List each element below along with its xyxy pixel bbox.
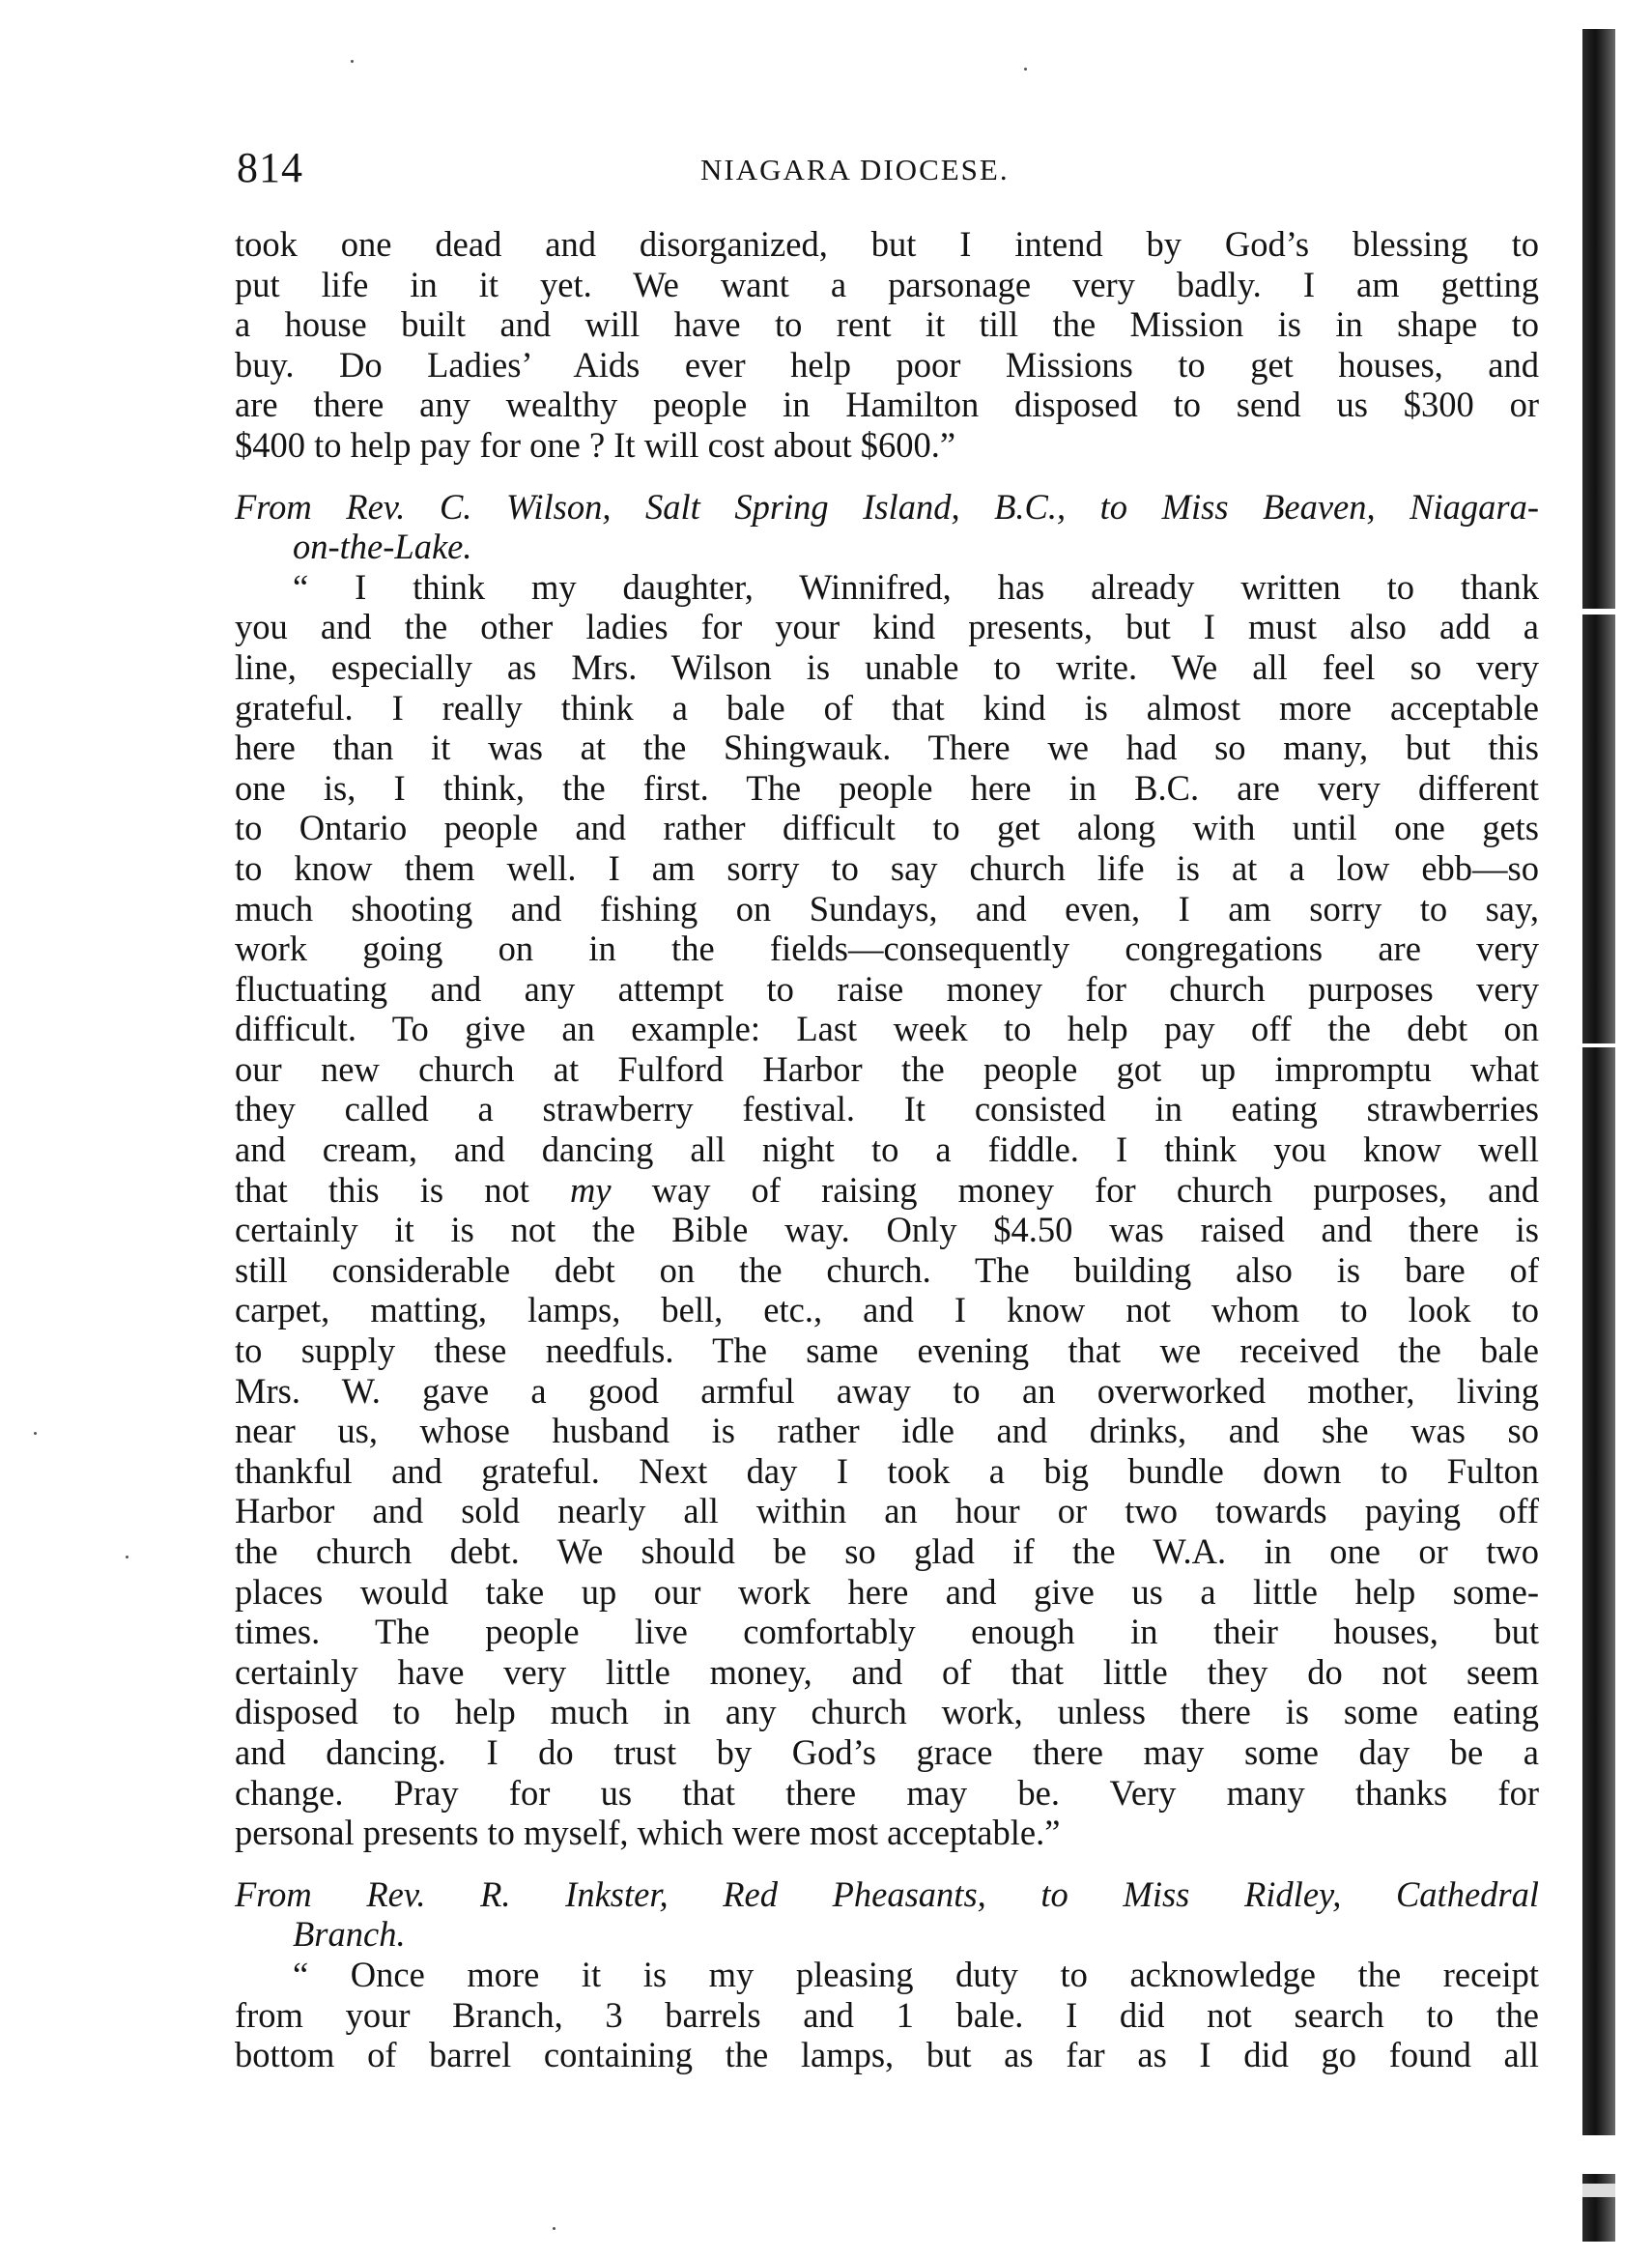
dust-speck bbox=[126, 1556, 128, 1558]
text-line: difficult. To give an example: Last week to help pay off the debt on bbox=[235, 1009, 1539, 1049]
text-line: buy. Do Ladies’ Aids ever help poor Missions to get houses, and bbox=[235, 344, 1539, 385]
paragraph-continued bbox=[235, 224, 1539, 466]
letter-heading: From Rev. C. Wilson, Salt Spring Island, B.C., to Miss Beaven, Niagara- bbox=[235, 486, 1539, 527]
text-line: near us, whose husband is rather idle and drinks, and she was so bbox=[235, 1411, 1539, 1451]
running-header bbox=[237, 143, 1541, 201]
text-line: certainly have very little money, and of that little they do not seem bbox=[235, 1651, 1539, 1692]
text-line: much shooting and fishing on Sundays, and even, I am sorry to say, bbox=[235, 888, 1539, 929]
text-line: you and the other ladies for your kind presents, but I must also add a bbox=[235, 607, 1539, 647]
page-number: 814 bbox=[237, 144, 303, 191]
letter-heading: Branch. bbox=[293, 1914, 406, 1955]
text-line: disposed to help much in any church work, unless there is some eating bbox=[235, 1692, 1539, 1732]
text-line: grateful. I really think a bale of that kind is almost more acceptable bbox=[235, 687, 1539, 728]
text-line: Harbor and sold nearly all within an hour or two towards paying off bbox=[235, 1491, 1539, 1531]
text-line: here than it was at the Shingwauk. There we had so many, but this bbox=[235, 728, 1539, 768]
page-binding-edge bbox=[1582, 29, 1615, 2242]
text-line: personal presents to myself, which were most acceptable.” bbox=[235, 1813, 1061, 1853]
text-line: the church debt. We should be so glad if the W.A. in one or two bbox=[235, 1531, 1539, 1571]
text-line: $400 to help pay for one ? It will cost about $600.” bbox=[235, 424, 956, 465]
text-line: still considerable debt on the church. The building also is bare of bbox=[235, 1249, 1539, 1290]
body-text bbox=[235, 224, 1539, 2075]
text-line: to supply these needfuls. The same evening that we received the bale bbox=[235, 1330, 1539, 1371]
text-line: carpet, matting, lamps, bell, etc., and I know not whom to look to bbox=[235, 1290, 1539, 1330]
text-line: times. The people live comfortably enough in their houses, but bbox=[235, 1612, 1539, 1652]
emphasis: my bbox=[570, 1169, 612, 1210]
text-line: put life in it yet. We want a parsonage very badly. I am getting bbox=[235, 264, 1539, 304]
text-line: work going on in the fields—consequently congregations are very bbox=[235, 929, 1539, 969]
letter-wilson bbox=[235, 487, 1539, 1853]
dust-speck bbox=[351, 60, 354, 63]
text-line: our new church at Fulford Harbor the people got up impromptu what bbox=[235, 1048, 1539, 1089]
dust-speck bbox=[1024, 68, 1027, 71]
letter-heading: on-the-Lake. bbox=[293, 527, 472, 567]
text-line: that this is not my way of raising money for church purposes, and bbox=[235, 1169, 1539, 1210]
text-line: thankful and grateful. Next day I took a big bundle down to Fulton bbox=[235, 1450, 1539, 1491]
text-line: a house built and will have to rent it till the Mission is in shape to bbox=[235, 304, 1539, 345]
text-line: and cream, and dancing all night to a fiddle. I think you know well bbox=[235, 1129, 1539, 1170]
text-line: are there any wealthy people in Hamilton disposed to send us $300 or bbox=[235, 385, 1539, 425]
letter-inkster bbox=[235, 1874, 1539, 2075]
dust-speck bbox=[34, 1432, 37, 1435]
text-line: fluctuating and any attempt to raise money for church purposes very bbox=[235, 968, 1539, 1009]
text-line: to Ontario people and rather difficult to get along with until one gets bbox=[235, 808, 1539, 848]
dust-speck bbox=[553, 2227, 555, 2230]
text-line: certainly it is not the Bible way. Only $4.50 was raised and there is bbox=[235, 1210, 1539, 1250]
text-line: took one dead and disorganized, but I intend by God’s blessing to bbox=[235, 224, 1539, 264]
text-line: “ I think my daughter, Winnifred, has already written to thank bbox=[293, 566, 1539, 607]
text-line: to know them well. I am sorry to say church life is at a low ebb—so bbox=[235, 847, 1539, 888]
text-line: one is, I think, the first. The people here in B.C. are very different bbox=[235, 767, 1539, 808]
text-line: bottom of barrel containing the lamps, but as far as I did go found all bbox=[235, 2035, 1539, 2075]
text-line: they called a strawberry festival. It consisted in eating strawberries bbox=[235, 1089, 1539, 1129]
text-line: change. Pray for us that there may be. Very many thanks for bbox=[235, 1772, 1539, 1813]
text-line: “ Once more it is my pleasing duty to acknowledge the receipt bbox=[293, 1954, 1539, 1994]
text-line: line, especially as Mrs. Wilson is unable to write. We all feel so very bbox=[235, 646, 1539, 687]
text-line: places would take up our work here and give us a little help some- bbox=[235, 1571, 1539, 1612]
text-line: and dancing. I do trust by God’s grace there may some day be a bbox=[235, 1731, 1539, 1772]
text-line: from your Branch, 3 barrels and 1 bale. I did not search to the bbox=[235, 1994, 1539, 2035]
page-title: NIAGARA DIOCESE. bbox=[700, 153, 1010, 186]
letter-heading: From Rev. R. Inkster, Red Pheasants, to Miss Ridley, Cathedral bbox=[235, 1873, 1539, 1914]
text-line: Mrs. W. gave a good armful away to an overworked mother, living bbox=[235, 1370, 1539, 1411]
